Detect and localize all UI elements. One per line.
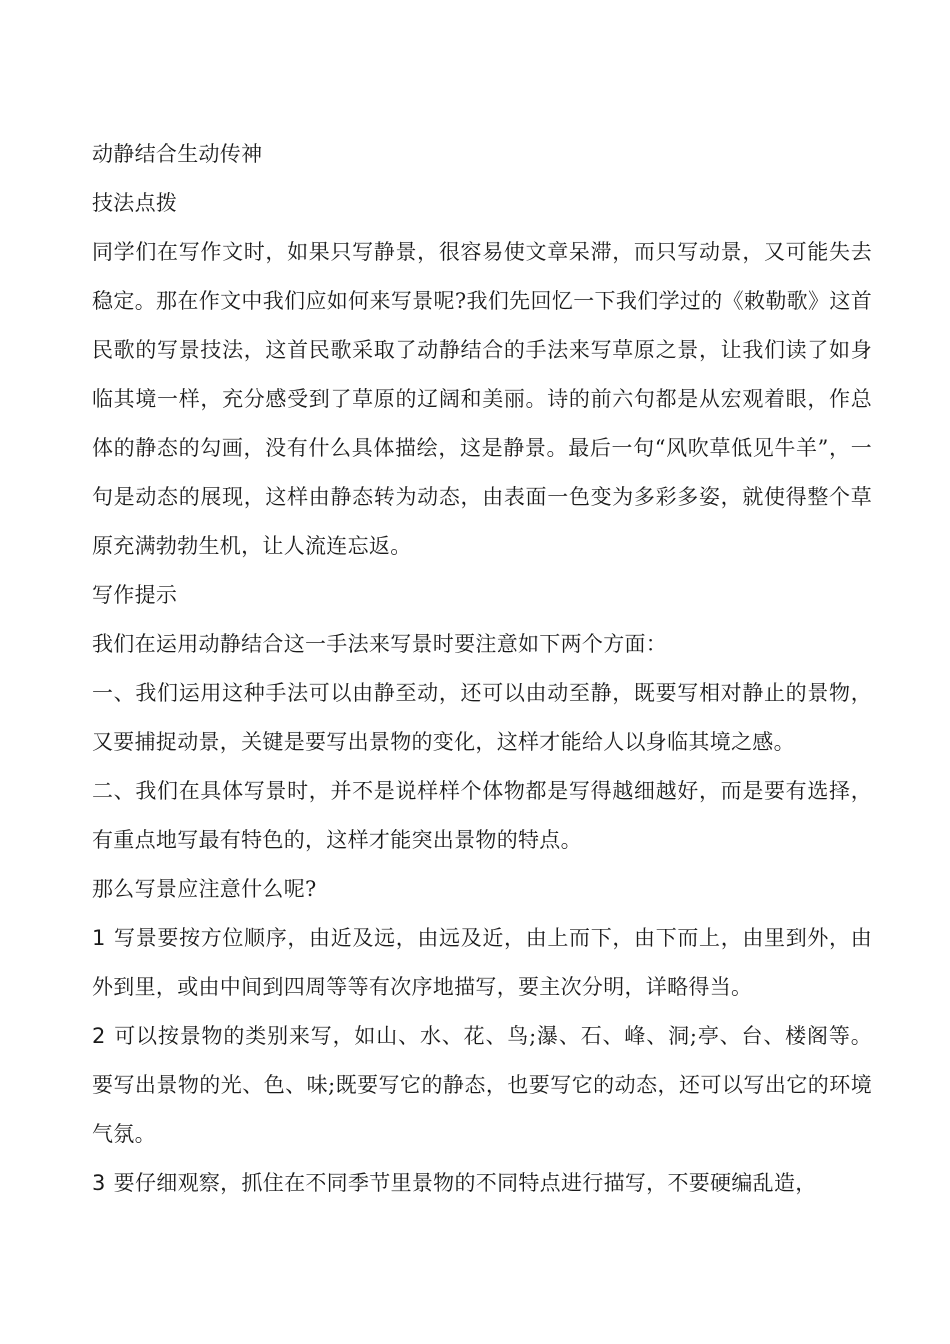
document-title: 动静结合生动传神 [92, 142, 263, 166]
document-body [92, 130, 872, 1208]
tip-text-3: 要仔细观察，抓住在不同季节里景物的不同特点进行描写，不要硬编乱造， [113, 1171, 817, 1195]
section-heading-tips: 写作提示 [92, 583, 178, 607]
paragraph-technique: 同学们在写作文时，如果只写静景，很容易使文章呆滞，而只写动景，又可能失去稳定。那在作文中我们应如何来写景呢?我们先回忆一下我们学过的《敕勒歌》这首民歌的写景技法，这首民歌采取了动静结合的手法来写草原之景，让我们读了如身临其境一样，充分感受到了草原的辽阔和美丽。诗的前六句都是从宏观着眼，作总体的静态的勾画，没有什么具体描绘，这是静景。最后一句“风吹草低见牛羊”，一句是动态的展现，这样由静态转为动态，由表面一色变为多彩多姿，就使得整个草原充满勃勃生机，让人流连忘返。 [92, 240, 872, 558]
tip-text-1: 写景要按方位顺序，由近及远，由远及近，由上而下，由下而上，由里到外，由外到里，或由中间到四周等等有次序地描写，要主次分明，详略得当。 [92, 926, 872, 999]
paragraph-question: 那么写景应注意什么呢? [92, 877, 317, 901]
paragraph-intro: 我们在运用动静结合这一手法来写景时要注意如下两个方面： [92, 632, 668, 656]
section-heading-technique: 技法点拨 [92, 191, 178, 215]
paragraph-point-2: 二、我们在具体写景时，并不是说样样个体物都是写得越细越好，而是要有选择，有重点地写最有特色的，这样才能突出景物的特点。 [92, 779, 872, 852]
tip-item-3 [92, 1159, 872, 1208]
tip-number-1: 1 [92, 926, 106, 950]
tip-number-3: 3 [92, 1171, 106, 1195]
tip-text-2: 可以按景物的类别来写，如山、水、花、鸟;瀑、石、峰、洞;亭、台、楼阁等。要写出景物的光、色、味;既要写它的静态，也要写它的动态，还可以写出它的环境气氛。 [92, 1024, 872, 1146]
tip-item-2 [92, 1012, 872, 1159]
tip-item-1 [92, 914, 872, 1012]
paragraph-point-1: 一、我们运用这种手法可以由静至动，还可以由动至静，既要写相对静止的景物，又要捕捉动景，关键是要写出景物的变化，这样才能给人以身临其境之感。 [92, 681, 872, 754]
tip-number-2: 2 [92, 1024, 106, 1048]
